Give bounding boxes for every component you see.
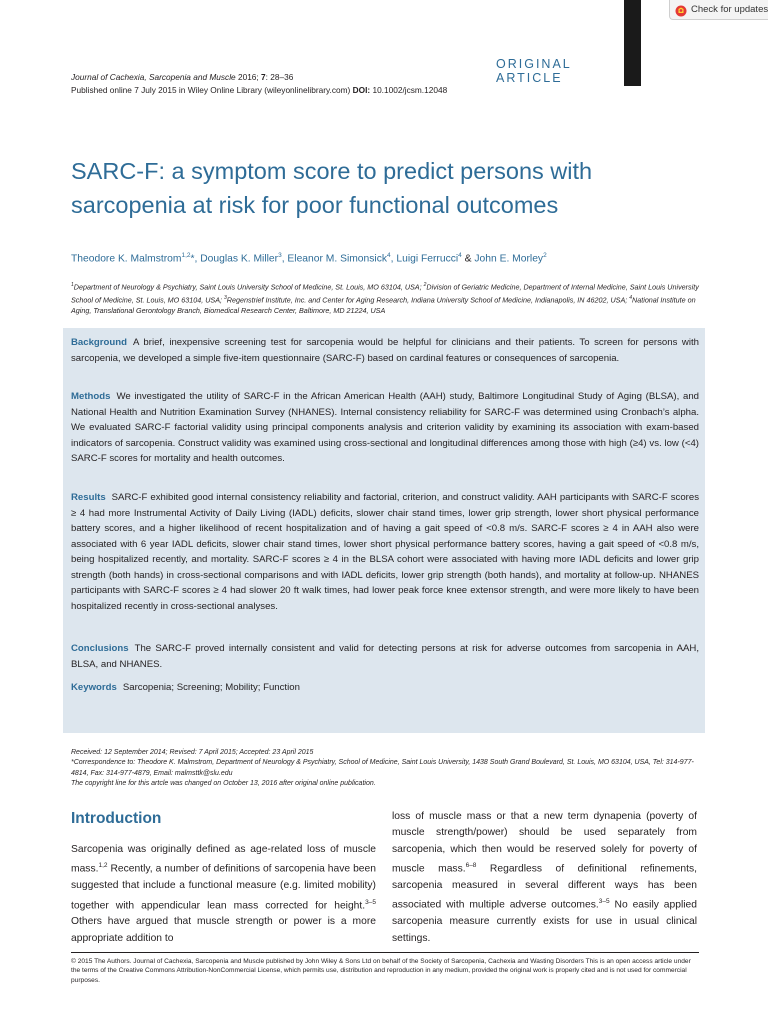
affiliations [71, 280, 699, 316]
author-separator: , [281, 253, 288, 265]
affil-text: Regenstrief Institute, Inc. and Center for Aging Research, Indiana University School of Medicine, Indianapolis, IN 46202, USA; [226, 294, 630, 304]
title-line: SARC-F: a symptom score to predict persons with [71, 158, 593, 184]
article-type-label: ORIGINAL ARTICLE [496, 57, 572, 85]
author-name[interactable]: John E. Morley [474, 253, 544, 265]
journal-pages: : 28–36 [265, 72, 294, 82]
doi-link[interactable]: 10.1002/jcsm.12048 [372, 85, 448, 95]
abstract-conclusions-text: The SARC-F proved internally consistent and valid for detecting persons at risk for adverse outcomes from sarcopenia in AAH, BLSA, and NHANES. [71, 643, 699, 670]
author-name[interactable]: Luigi Ferrucci [396, 253, 459, 265]
abstract-keywords [71, 680, 699, 696]
journal-year: 2016; [237, 72, 259, 82]
published-line [71, 85, 447, 95]
article-title [71, 154, 671, 222]
abstract-conclusions-label: Conclusions [71, 643, 129, 654]
received-dates: Received: 12 September 2014; Revised: 7 April 2015; Accepted: 23 April 2015 [71, 749, 314, 756]
author-name[interactable]: Eleanor M. Simonsick [287, 253, 387, 265]
journal-name: Journal of Cachexia, Sarcopenia and Muscle [71, 72, 236, 82]
abstract-background-label: Background [71, 337, 127, 348]
journal-citation [71, 72, 293, 82]
author-affil-sup: 2 [543, 252, 547, 259]
check-for-updates-button[interactable] [669, 0, 768, 20]
author-affil-sup: 1,2 [181, 252, 191, 259]
abstract-background [71, 335, 699, 366]
author-list [71, 252, 547, 264]
affil-sup: 1 [71, 282, 74, 288]
abstract-keywords-text: Sarcopenia; Screening; Mobility; Function [122, 682, 300, 693]
footer-divider [71, 952, 699, 953]
abstract-methods [71, 389, 699, 467]
citation-sup[interactable]: 3–5 [598, 898, 610, 906]
title-line: sarcopenia at risk for poor functional outcomes [71, 192, 559, 218]
author-affil-sup: 4 [458, 252, 462, 259]
body-text: Regardless of definitional refinements, sarcopenia measured in several different ways has been associated with multiple adverse outcomes. [392, 863, 697, 911]
body-text: No easily applied sarcopenia measure currently exists for use in usual clinical settings. [392, 899, 697, 944]
body-text: Sarcopenia was originally defined as age-related loss of muscle mass. [71, 844, 376, 875]
introduction-left-column [71, 842, 376, 947]
license-footer: © 2015 The Authors. Journal of Cachexia, Sarcopenia and Muscle published by John Wiley & Sons Ltd on behalf of the Society of Sarcopenia, Cachexia and Wasting Disorders This is an open access article under the terms of the Creative Commons Attribution-NonCommercial License, which permits use, distribution and reproduction in any medium, provided the original work is properly cited and is not used for commercial purposes. [71, 958, 691, 984]
affil-sup: 3 [224, 294, 227, 301]
body-text: loss of muscle mass or that a new term dynapenia (poverty of muscle strength/power) should be used separately from sarcopenia, which then would be reserved solely for poverty of muscle mass. [392, 811, 697, 875]
author-name[interactable]: Theodore K. Malmstrom [71, 253, 182, 265]
journal-volume: 7 [261, 72, 266, 82]
affil-sup: 2 [423, 282, 427, 288]
published-text: Published online 7 July 2015 in Wiley Online Library (wileyonlinelibrary.com) [71, 85, 351, 95]
abstract-methods-text: We investigated the utility of SARC-F in the African American Health (AAH) study, Baltimore Longitudinal Study of Aging (BLSA), and National Health and Nutrition Examination Survey (NHANES). Internal consistency reliability for SARC-F was determined using Cronbach’s alpha. We evaluated SARC-F factorial validity using principal components analysis and criterion validity by examining its association with exam-based indicators of sarcopenia. Construct validity was examined using cross-sectional and longitudinal differences among those with high (≥4) vs. low (<4) SARC-F scores for mortality and health outcomes. [71, 391, 699, 464]
abstract-keywords-label: Keywords [71, 682, 117, 693]
introduction-right-column [392, 809, 697, 947]
crossmark-icon [675, 4, 687, 16]
check-for-updates-label: Check for updates [691, 4, 768, 15]
author-name[interactable]: Douglas K. Miller [200, 253, 279, 265]
author-ampersand: & [464, 253, 475, 265]
affil-text: Department of Neurology & Psychiatry, Saint Louis University School of Medicine, St. Louis, MO 63104, USA; [73, 282, 424, 292]
body-text: Recently, a number of definitions of sarcopenia have been suggested that include a functional measure (e.g. limited mobility) together with appendicular lean mass corrected for height. [71, 863, 376, 912]
author-separator: , [390, 253, 397, 265]
section-heading-introduction: Introduction [71, 810, 162, 827]
abstract-conclusions [71, 641, 699, 672]
abstract-methods-label: Methods [71, 391, 111, 402]
citation-sup[interactable]: 1,2 [98, 862, 108, 870]
citation-sup[interactable]: 6–8 [465, 862, 477, 870]
body-text: Others have argued that muscle strength or power is a more appropriate addition to [71, 916, 376, 944]
abstract-results-label: Results [71, 492, 106, 503]
author-affil-sup: 3 [278, 252, 282, 259]
affil-sup: 4 [629, 294, 633, 301]
affil-text: National Institute on Aging, Translational Gerontology Branch, Biomedical Research Center, Baltimore, MD 21224, USA [71, 294, 696, 316]
article-meta [71, 748, 699, 789]
affil-text: Division of Geriatric Medicine, Department of Internal Medicine, Saint Louis University School of Medicine, St. Louis, MO 63104, USA; [71, 282, 699, 304]
author-separator: *, [190, 253, 201, 265]
citation-sup[interactable]: 3–5 [365, 898, 376, 906]
correspondence: *Correspondence to: Theodore K. Malmstrom, Department of Neurology & Psychiatry, School of Medicine, Saint Louis University, 1438 South Grand Boulevard, St. Louis, MO 63104, USA, Tel: 314-977-4814, Fax: 314-977-4879, Email: malmsttk@slu.edu [71, 759, 694, 777]
copyright-note: The copyright line for this artcle was changed on October 13, 2016 after original online publication. [71, 779, 376, 787]
abstract-results [71, 490, 699, 614]
author-affil-sup: 4 [387, 252, 391, 259]
doi-label: DOI: [352, 85, 371, 95]
abstract-results-text: SARC-F exhibited good internal consistency reliability and factorial, criterion, and construct validity. AAH participants with SARC-F scores ≥ 4 had more Instrumental Activity of Daily Living (IADL) deficits, slower chair stand times, lower grip strength, lower short physical performance battery scores, and a higher likelihood of recent hospitalization and of having a gait speed of <0.8 m/s. SARC-F scores ≥ 4 in AAH also were associated with 6 year IADL deficits, slower chair stand times, lower short physical performance battery scores, having a gait speed of <0.8 m/s, being hospitalized recently, and mortality. SARC-F scores ≥ 4 in the BLSA cohort were associated with having more IADL deficits and lower grip strength (both hands) in cross-sectional comparisons and with IADL deficits, lower grip strength (both hands), and mortality at follow-up. NHANES participants with SARC-F scores ≥ 4 had slower 20 ft walk times, had lower peak force knee extensor strength, and were more likely to have been hospitalized recently in cross-sectional analyses. [71, 492, 699, 612]
abstract-background-text: A brief, inexpensive screening test for sarcopenia would be helpful for clinicians and their patients. To screen for persons with sarcopenia, we developed a simple five-item questionnaire (SARC-F) based on cardinal features or consequences of sarcopenia. [71, 337, 699, 364]
